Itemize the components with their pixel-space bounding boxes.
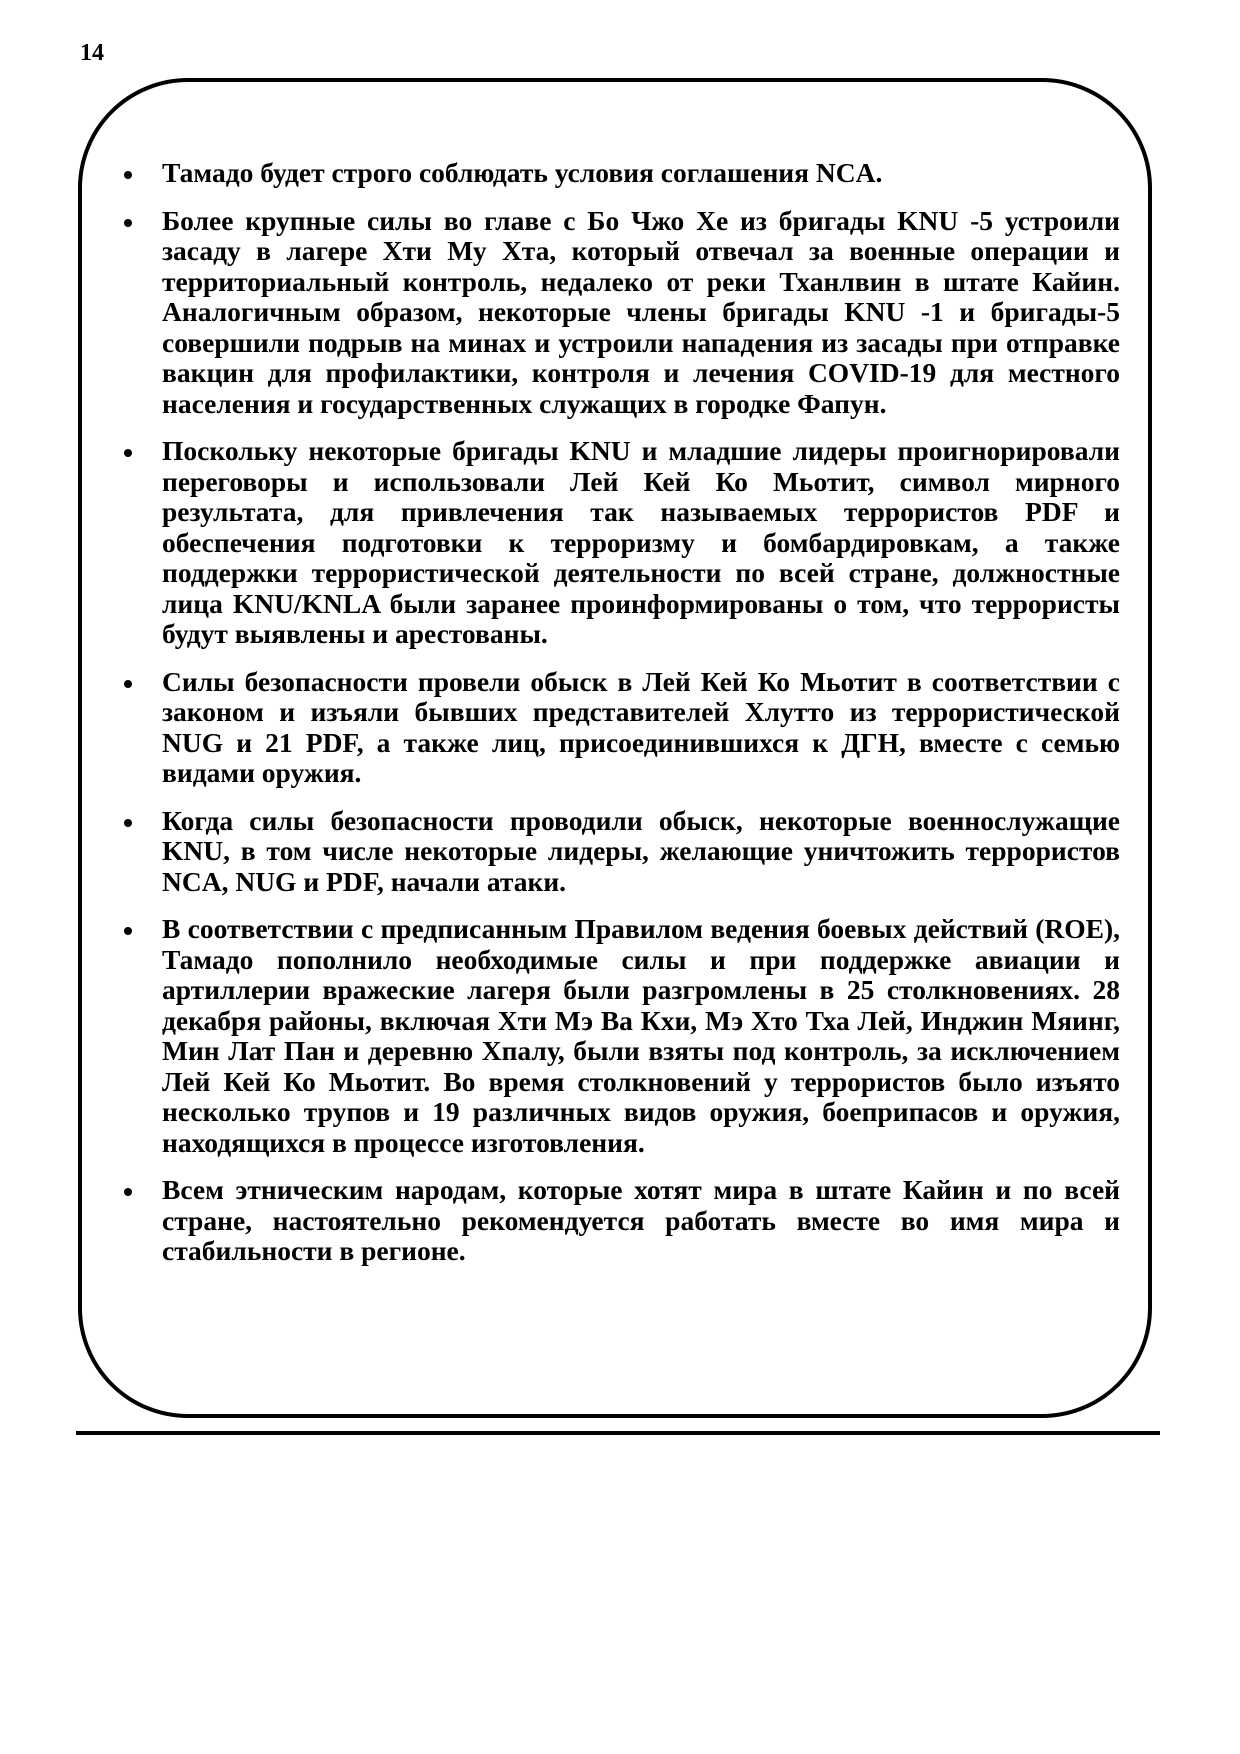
list-item bbox=[120, 206, 1120, 420]
list-item bbox=[120, 914, 1120, 1158]
bullet-dot-icon bbox=[124, 927, 132, 935]
bullet-dot-icon bbox=[124, 680, 132, 688]
bullet-text: Тамадо будет строго соблюдать условия соглашения NCA. bbox=[162, 157, 883, 188]
bullet-dot-icon bbox=[124, 171, 132, 179]
bullet-text: Поскольку некоторые бригады KNU и младшие лидеры проигнорировали переговоры и использовали Лей Кей Ко Мьотит, символ мирного результата, для привлечения так называемых террористов PDF и обеспечения подготовки к терроризму и бомбардировкам, а также поддержки террористической деятельности по всей стране, должностные лица KNU/KNLA были заранее проинформированы о том, что террористы будут выявлены и арестованы. bbox=[162, 435, 1120, 649]
bullet-list bbox=[120, 158, 1120, 1284]
bullet-text: Когда силы безопасности проводили обыск, некоторые военнослужащие KNU, в том числе некоторые лидеры, желающие уничтожить террористов NCA, NUG и PDF, начали атаки. bbox=[162, 804, 1120, 897]
list-item bbox=[120, 158, 1120, 189]
bullet-text: Всем этническим народам, которые хотят мира в штате Кайин и по всей стране, настоятельно рекомендуется работать вместе во имя мира и стабильности в регионе. bbox=[162, 1174, 1120, 1266]
list-item bbox=[120, 667, 1120, 789]
list-item bbox=[120, 1175, 1120, 1267]
bottom-rule bbox=[76, 1431, 1160, 1435]
bullet-dot-icon bbox=[124, 449, 132, 457]
bullet-text: Силы безопасности провели обыск в Лей Кей Ко Мьотит в соответствии с законом и изъяли бывших представителей Хлутто из террористической NUG и 21 PDF, а также лиц, присоединившихся к ДГН, вместе с семью видами оружия. bbox=[162, 665, 1120, 788]
bullet-text: В соответствии с предписанным Правилом ведения боевых действий (ROE), Тамадо пополнило необходимые силы и при поддержке авиации и артиллерии вражеские лагеря были разгромлены в 25 столкновениях. 28 декабря районы, включая Хти Мэ Ва Кхи, Мэ Хто Тха Лей, Инджин Мяинг, Мин Лат Пан и деревню Хпалу, были взяты под контроль, за исключением Лей Кей Ко Мьотит. Во время столкновений у террористов было изъято несколько трупов и 19 различных видов оружия, боеприпасов и оружия, находящихся в процессе изготовления. bbox=[162, 913, 1120, 1158]
list-item bbox=[120, 806, 1120, 898]
bullet-dot-icon bbox=[124, 1188, 132, 1196]
bullet-dot-icon bbox=[124, 219, 132, 227]
page-number: 14 bbox=[80, 40, 104, 66]
bullet-text: Более крупные силы во главе с Бо Чжо Хе из бригады KNU -5 устроили засаду в лагере Хти Му Хта, который отвечал за военные операции и территориальный контроль, недалеко от реки Тханлвин в штате Кайин. Аналогичным образом, некоторые члены бригады KNU -1 и бригады-5 совершили подрыв на минах и устроили нападения из засады при отправке вакцин для профилактики, контроля и лечения COVID-19 для местного населения и государственных служащих в городке Фапун. bbox=[162, 204, 1120, 419]
bullet-dot-icon bbox=[124, 819, 132, 827]
list-item bbox=[120, 436, 1120, 650]
